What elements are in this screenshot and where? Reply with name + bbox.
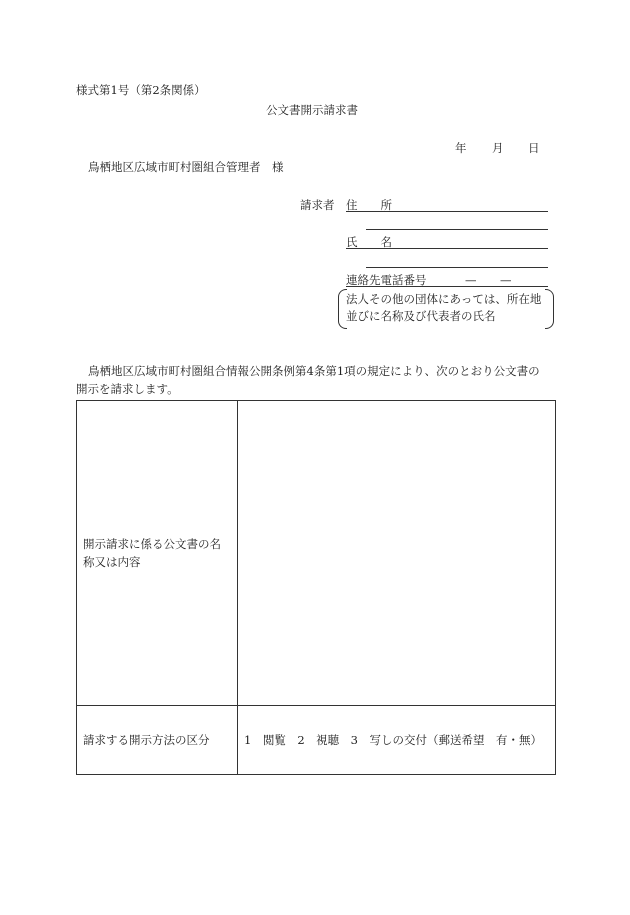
intro-line2: 開示を請求します。 — [76, 382, 179, 396]
document-name-field[interactable] — [238, 401, 556, 706]
document-name-label-line2: 称又は内容 — [83, 555, 141, 569]
addressee: 鳥栖地区広域市町村圏組合管理者 様 — [88, 160, 284, 174]
address-line-2 — [366, 229, 548, 230]
table-row — [77, 706, 556, 775]
corporate-note-line1: 法人その他の団体にあっては、所在地 — [346, 292, 542, 306]
address-line-1 — [346, 211, 548, 212]
phone-line — [346, 286, 548, 287]
corporate-note-line2: 並びに名称及び代表者の氏名 — [346, 309, 496, 323]
disclosure-method-options[interactable]: 1 閲覧 2 視聴 3 写しの交付（郵送希望 有・無） — [238, 706, 556, 775]
phone-separator-1: — — [465, 273, 477, 287]
phone-separator-2: — — [500, 273, 512, 287]
disclosure-method-label: 請求する開示方法の区分 — [77, 706, 238, 775]
name-label: 氏 名 — [346, 235, 392, 249]
document-name-label-line1: 開示請求に係る公文書の名 — [83, 537, 221, 551]
name-line-2 — [366, 267, 548, 268]
document-name-label-cell — [77, 401, 238, 706]
requester-label: 請求者 — [300, 198, 335, 212]
phone-label: 連絡先電話番号 — [346, 273, 427, 287]
table-row — [77, 401, 556, 706]
date-year-label: 年 — [455, 141, 467, 155]
name-line-1 — [346, 248, 548, 249]
note-bracket-right — [545, 289, 554, 329]
form-number: 様式第1号（第2条関係） — [76, 83, 206, 97]
date-month-label: 月 — [492, 141, 504, 155]
date-day-label: 日 — [528, 141, 540, 155]
document-title: 公文書開示請求書 — [266, 103, 358, 117]
address-label: 住 所 — [346, 198, 392, 212]
intro-line1: 鳥栖地区広域市町村圏組合情報公開条例第4条第1項の規定により、次のとおり公文書の — [88, 364, 540, 378]
request-table — [76, 400, 556, 775]
